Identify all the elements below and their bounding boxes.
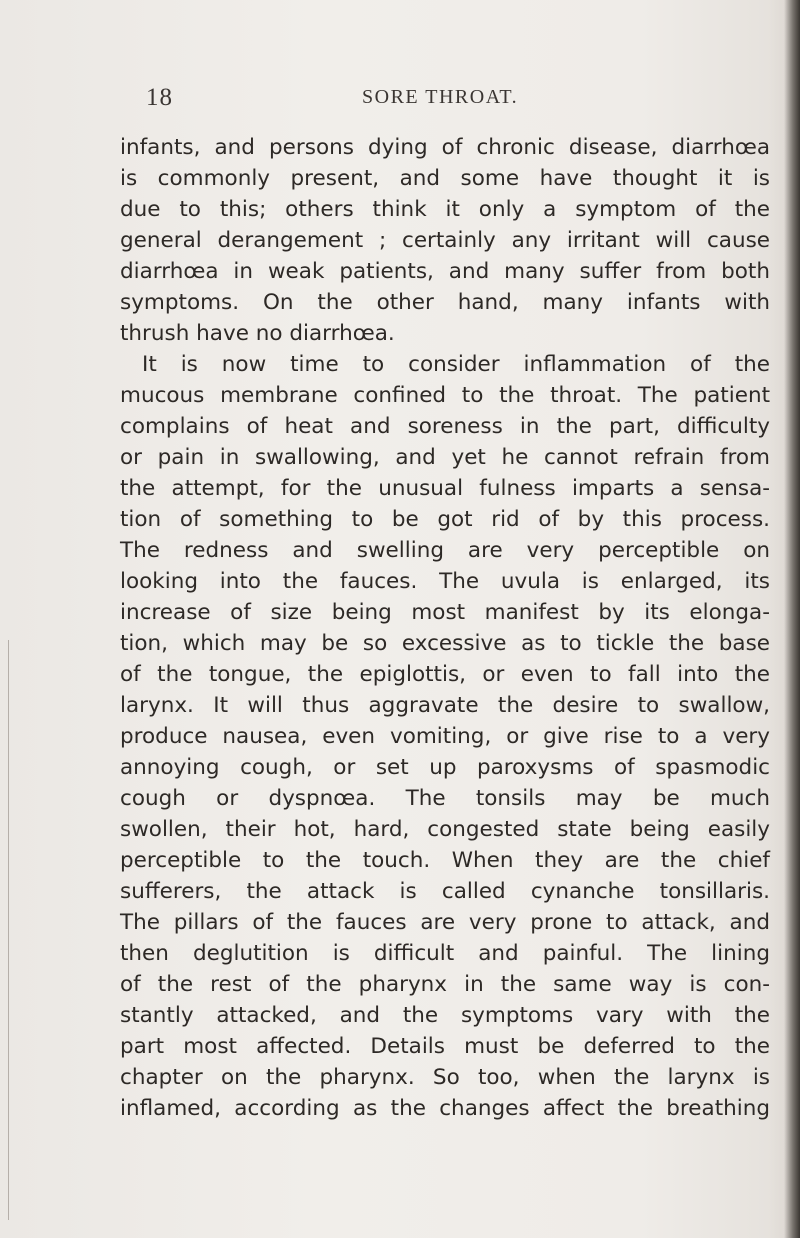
text-line: stantly attacked, and the symptoms vary with the: [120, 1003, 770, 1028]
text-line: It is now time to consider inflammation of the: [142, 352, 770, 377]
text-line: tion, which may be so excessive as to tickle the base: [120, 631, 770, 656]
text-line: thrush have no diarrhœa.: [120, 321, 395, 346]
body-text: [120, 132, 770, 1124]
text-line: produce nausea, even vomiting, or give rise to a very: [120, 724, 770, 749]
page-crease: [8, 640, 9, 1220]
text-line: increase of size being most manifest by its elonga-: [120, 600, 770, 625]
text-line: tion of something to be got rid of by this process.: [120, 507, 770, 532]
text-line: larynx. It will thus aggravate the desire to swallow,: [120, 693, 770, 718]
text-line: chapter on the pharynx. So too, when the larynx is: [120, 1065, 770, 1090]
text-line: or pain in swallowing, and yet he cannot refrain from: [120, 445, 770, 470]
text-line: annoying cough, or set up paroxysms of spasmodic: [120, 755, 770, 780]
text-line: complains of heat and soreness in the part, difficulty: [120, 414, 770, 439]
text-line: mucous membrane confined to the throat. The patient: [120, 383, 770, 408]
text-line: of the rest of the pharynx in the same way is con-: [120, 972, 770, 997]
text-line: The pillars of the fauces are very prone to attack, and: [120, 910, 770, 935]
text-line: the attempt, for the unusual fulness imparts a sensa-: [120, 476, 770, 501]
text-line: cough or dyspnœa. The tonsils may be much: [120, 786, 770, 811]
running-head: SORE THROAT.: [362, 86, 519, 108]
text-line: part most affected. Details must be deferred to the: [120, 1034, 770, 1059]
text-line: then deglutition is difficult and painful. The lining: [120, 941, 770, 966]
text-line: sufferers, the attack is called cynanche tonsillaris.: [120, 879, 770, 904]
page-header: [0, 84, 800, 114]
text-line: inflamed, according as the changes affect the breathing: [120, 1096, 770, 1121]
text-line: is commonly present, and some have thought it is: [120, 166, 770, 191]
text-line: general derangement ; certainly any irritant will cause: [120, 228, 770, 253]
text-line: diarrhœa in weak patients, and many suffer from both: [120, 259, 770, 284]
text-line: due to this; others think it only a symptom of the: [120, 197, 770, 222]
text-line: symptoms. On the other hand, many infants with: [120, 290, 770, 315]
text-line: looking into the fauces. The uvula is enlarged, its: [120, 569, 770, 594]
text-line: The redness and swelling are very perceptible on: [120, 538, 770, 563]
page-number: 18: [146, 84, 173, 111]
text-line: infants, and persons dying of chronic disease, diarrhœa: [120, 135, 770, 160]
text-line: swollen, their hot, hard, congested state being easily: [120, 817, 770, 842]
text-line: of the tongue, the epiglottis, or even to fall into the: [120, 662, 770, 687]
page-edge-shadow: [784, 0, 800, 1238]
text-line: perceptible to the touch. When they are the chief: [120, 848, 770, 873]
